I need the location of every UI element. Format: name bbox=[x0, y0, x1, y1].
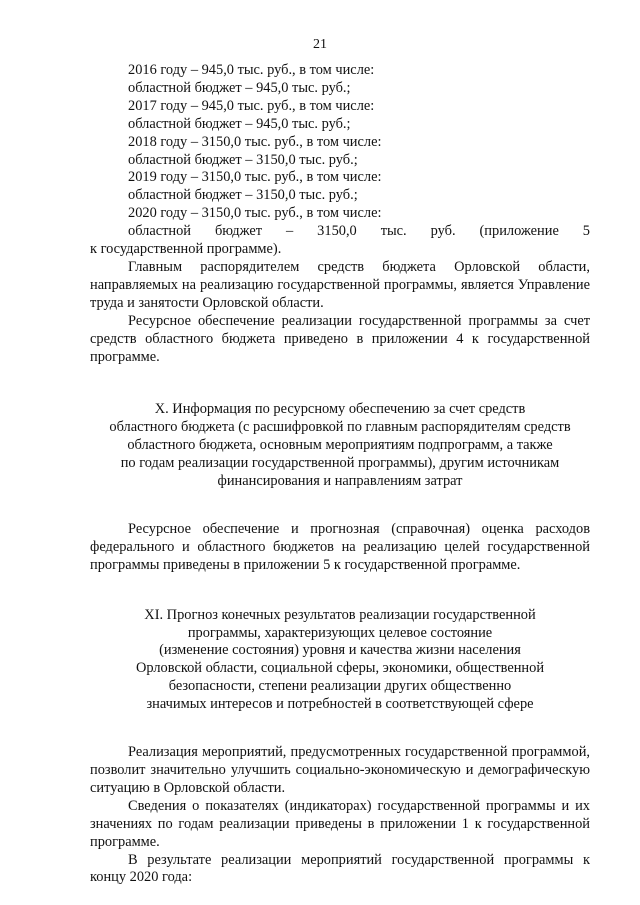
section-xi-heading bbox=[90, 607, 590, 714]
funding-line-2016: 2016 году – 945,0 тыс. руб., в том числе: bbox=[128, 62, 375, 78]
section-x-heading-line: финансирования и направлениям затрат bbox=[217, 473, 463, 490]
page-number: 21 bbox=[313, 37, 327, 52]
spacer bbox=[90, 491, 590, 521]
section-x-heading-line: областного бюджета (с расшифровкой по главным распорядителям средств bbox=[109, 419, 571, 436]
funding-line-2020-regional: областной бюджет – 3150,0 тыс. руб. (приложение 5 bbox=[128, 223, 590, 240]
paragraph-resources: Ресурсное обеспечение реализации государственной программы за счет средств областного бюджета приведено в приложении 4 к государственной программе. bbox=[90, 312, 590, 365]
spacer bbox=[90, 575, 590, 607]
paragraph-forecast: Ресурсное обеспечение и прогнозная (справочная) оценка расходов федерального и областного бюджетов на реализацию целей государственной программы приведены в приложении 5 к государственной программе. bbox=[90, 520, 590, 573]
section-xi-heading-line: безопасности, степени реализации других общественно bbox=[168, 678, 512, 695]
section-xi-heading-line: программы, характеризующих целевое состояние bbox=[187, 624, 493, 641]
funding-line-2016-regional: областной бюджет – 945,0 тыс. руб.; bbox=[128, 79, 351, 96]
paragraph-indicators: Сведения о показателях (индикаторах) государственной программы и их значениях по годам реализации приведены в приложении 1 к государственной программе. bbox=[90, 797, 590, 850]
section-xi-heading-line: (изменение состояния) уровня и качества жизни населения bbox=[159, 642, 521, 659]
funding-by-year-list bbox=[90, 62, 590, 259]
section-x-heading-line: X. Информация по ресурсному обеспечению за счет средств bbox=[154, 401, 526, 418]
funding-line-2017-regional: областной бюджет – 945,0 тыс. руб.; bbox=[128, 115, 351, 132]
section-xi-heading-line: Орловской области, социальной сферы, экономики, общественной bbox=[135, 660, 545, 677]
document-body bbox=[90, 62, 590, 887]
section-x-heading-line: областного бюджета, основным мероприятиям подпрограмм, а также bbox=[127, 437, 553, 454]
paragraph-result: В результате реализации мероприятий государственной программы к концу 2020 года: bbox=[90, 851, 590, 886]
funding-appendix-reference: к государственной программе). bbox=[90, 241, 282, 258]
paragraph-main-manager: Главным распорядителем средств бюджета Орловской области, направляемых на реализацию государственной программы, является Управление труда и занятости Орловской области. bbox=[90, 258, 590, 311]
funding-line-2019-regional: областной бюджет – 3150,0 тыс. руб.; bbox=[128, 187, 358, 204]
funding-line-2019: 2019 году – 3150,0 тыс. руб., в том числе: bbox=[128, 169, 382, 186]
section-x-heading bbox=[90, 401, 590, 491]
funding-line-2018: 2018 году – 3150,0 тыс. руб., в том числе: bbox=[128, 133, 382, 150]
paragraph-implementation: Реализация мероприятий, предусмотренных государственной программой, позволит значительно улучшить социально-экономическую и демографическую ситуацию в Орловской области. bbox=[90, 744, 590, 796]
section-xi-heading-line: XI. Прогноз конечных результатов реализации государственной bbox=[144, 606, 536, 623]
spacer bbox=[90, 366, 590, 401]
funding-line-2018-regional: областной бюджет – 3150,0 тыс. руб.; bbox=[128, 151, 358, 168]
funding-line-2017: 2017 году – 945,0 тыс. руб., в том числе: bbox=[128, 97, 375, 114]
section-x-heading-line: по годам реализации государственной программы), другим источникам bbox=[120, 455, 560, 472]
section-xi-heading-line: значимых интересов и потребностей в соответствующей сфере bbox=[146, 696, 534, 713]
funding-line-2020: 2020 году – 3150,0 тыс. руб., в том числе: bbox=[128, 205, 382, 222]
spacer bbox=[90, 714, 590, 744]
